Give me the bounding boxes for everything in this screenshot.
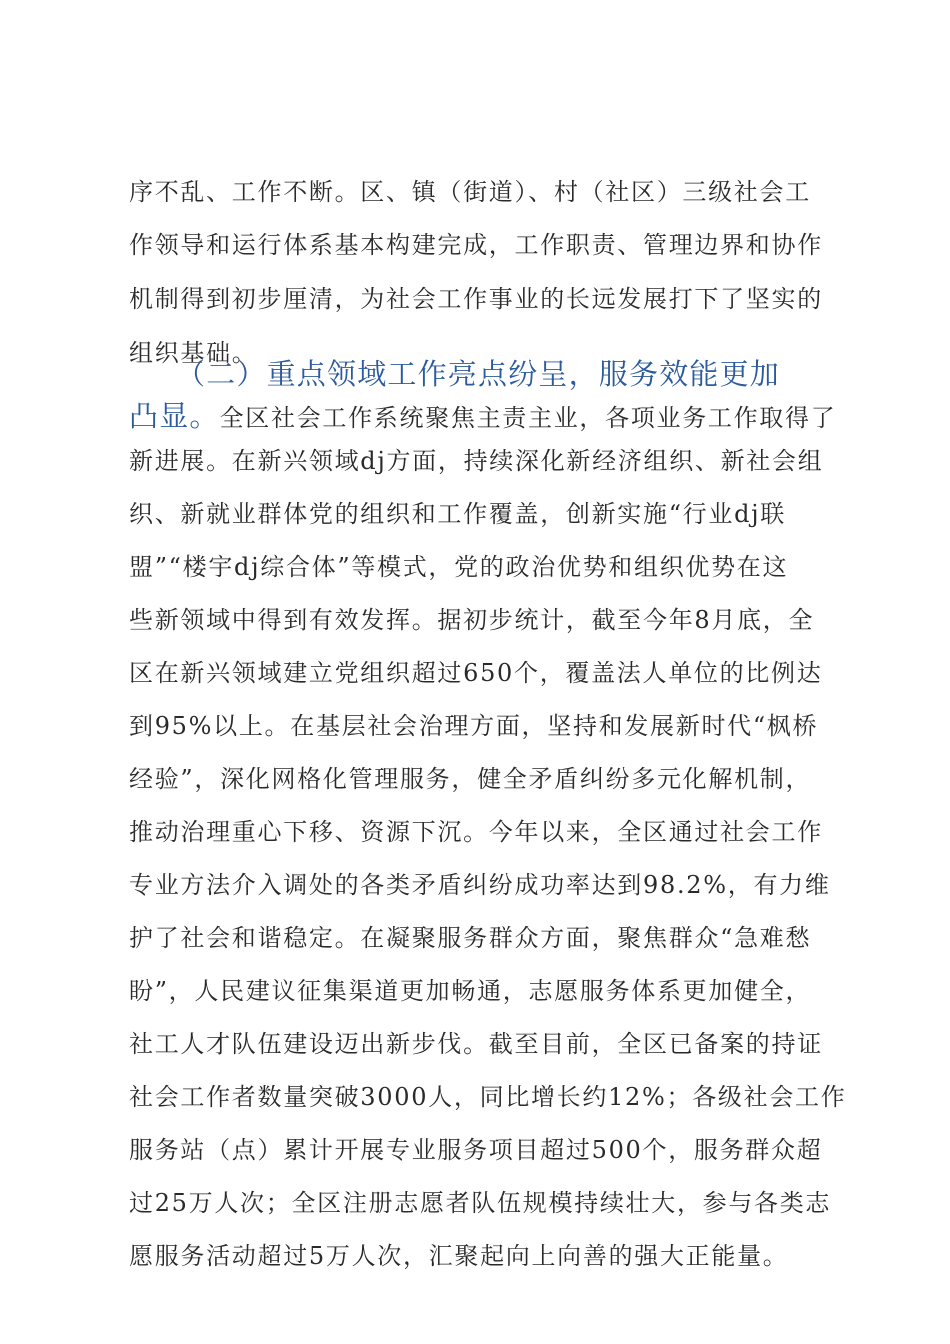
paragraph-line: 序不乱、工作不断。区、镇（街道）、村（社区）三级社会工 — [129, 178, 811, 206]
paragraph-line: 些新领域中得到有效发挥。据初步统计，截至今年8月底，全 — [129, 606, 815, 634]
paragraph-line: 护了社会和谐稳定。在凝聚服务群众方面，聚焦群众“急难愁 — [129, 924, 812, 952]
paragraph-line: 服务站（点）累计开展专业服务项目超过500个，服务群众超 — [129, 1136, 823, 1164]
paragraph-line: 推动治理重心下移、资源下沉。今年以来，全区通过社会工作 — [129, 818, 823, 846]
paragraph-line: 到95%以上。在基层社会治理方面，坚持和发展新时代“枫桥 — [129, 712, 819, 740]
paragraph-line: 新进展。在新兴领域dj方面，持续深化新经济组织、新社会组 — [129, 447, 824, 475]
paragraph-line: 社会工作者数量突破3000人，同比增长约12%；各级社会工作 — [129, 1083, 847, 1111]
section-heading: （二）重点领域工作亮点纷呈，服务效能更加 — [176, 357, 781, 391]
paragraph-line: 区在新兴领域建立党组织超过650个，覆盖法人单位的比例达 — [129, 659, 823, 687]
paragraph-line: 过25万人次；全区注册志愿者队伍规模持续壮大，参与各类志 — [129, 1189, 832, 1217]
section-heading-continuation: 凸显。 — [129, 399, 220, 433]
paragraph-line: 织、新就业群体党的组织和工作覆盖，创新实施“行业dj联 — [129, 500, 786, 528]
paragraph-line: 社工人才队伍建设迈出新步伐。截至目前，全区已备案的持证 — [129, 1030, 823, 1058]
paragraph-line: 专业方法介入调处的各类矛盾纠纷成功率达到98.2%，有力维 — [129, 871, 831, 899]
paragraph-line: 机制得到初步厘清，为社会工作事业的长远发展打下了坚实的 — [129, 285, 823, 313]
paragraph-line — [129, 396, 836, 436]
paragraph-line: 作领导和运行体系基本构建完成，工作职责、管理边界和协作 — [129, 231, 823, 259]
paragraph-line: 盟”“楼宇dj综合体”等模式，党的政治优势和组织优势在这 — [129, 553, 789, 581]
paragraph-line: 经验”，深化网格化管理服务，健全矛盾纠纷多元化解机制， — [129, 765, 812, 793]
paragraph-line: 盼”，人民建议征集渠道更加畅通，志愿服务体系更加健全， — [129, 977, 812, 1005]
paragraph-line: 组织基础。 — [129, 339, 258, 367]
paragraph-line: 愿服务活动超过5万人次，汇聚起向上向善的强大正能量。 — [129, 1242, 789, 1270]
paragraph-text: 全区社会工作系统聚焦主责主业，各项业务工作取得了 — [219, 404, 837, 432]
